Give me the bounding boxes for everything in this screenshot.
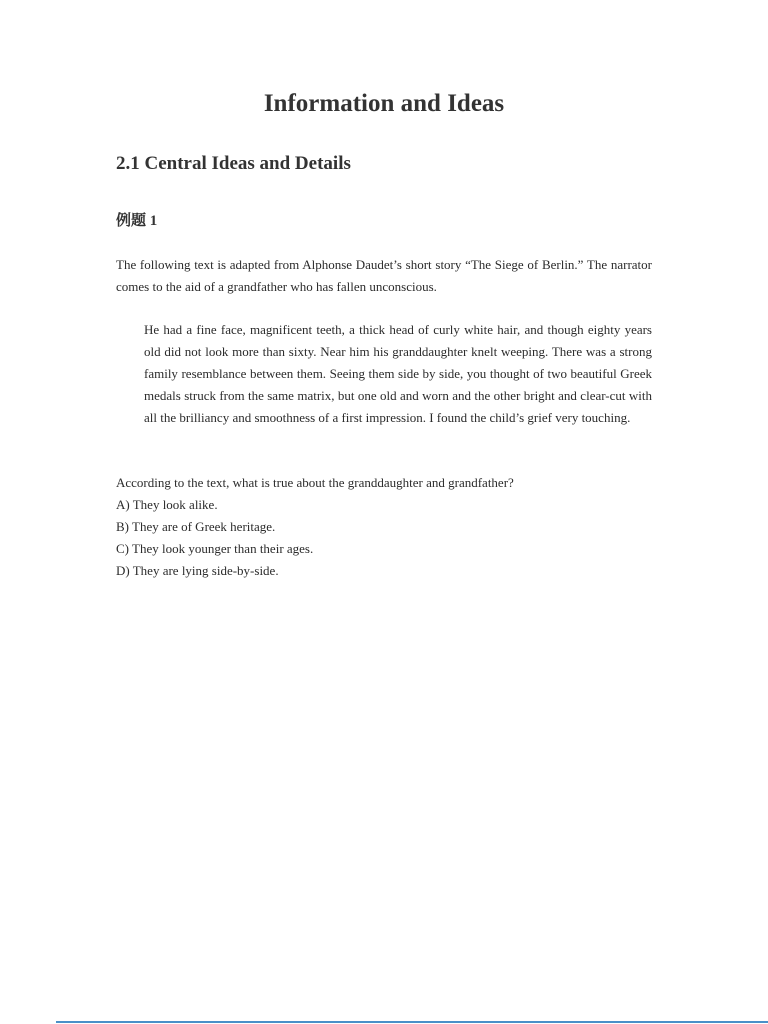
answer-option-a: A) They look alike. [116, 497, 218, 512]
footer-divider [56, 1021, 768, 1023]
example-label: 例题 1 [116, 213, 158, 229]
answer-option-b: B) They are of Greek heritage. [116, 519, 276, 534]
page-title: Information and Ideas [263, 90, 505, 117]
section-heading: 2.1 Central Ideas and Details [116, 153, 351, 174]
answer-option-d: D) They are lying side-by-side. [116, 563, 279, 578]
question-text: According to the text, what is true about the granddaughter and grandfather? [116, 475, 514, 490]
quoted-passage: He had a fine face, magnificent teeth, a thick head of curly white hair, and though eighty years old did not look more than sixty. Near him his granddaughter knelt weeping. There was a strong family resemblance between them. Seeing them side by side, you thought of two beautiful Greek medals struck from the same matrix, but one old and worn and the other bright and clear-cut with all the brilliancy and smoothness of a first impression. I found the child’s grief very touching. [144, 322, 652, 425]
answer-option-c: C) They look younger than their ages. [116, 541, 314, 556]
intro-paragraph: The following text is adapted from Alphonse Daudet’s short story “The Siege of Berlin.” The narrator comes to the aid of a grandfather who has fallen unconscious. [116, 257, 652, 294]
answer-options [116, 494, 313, 582]
